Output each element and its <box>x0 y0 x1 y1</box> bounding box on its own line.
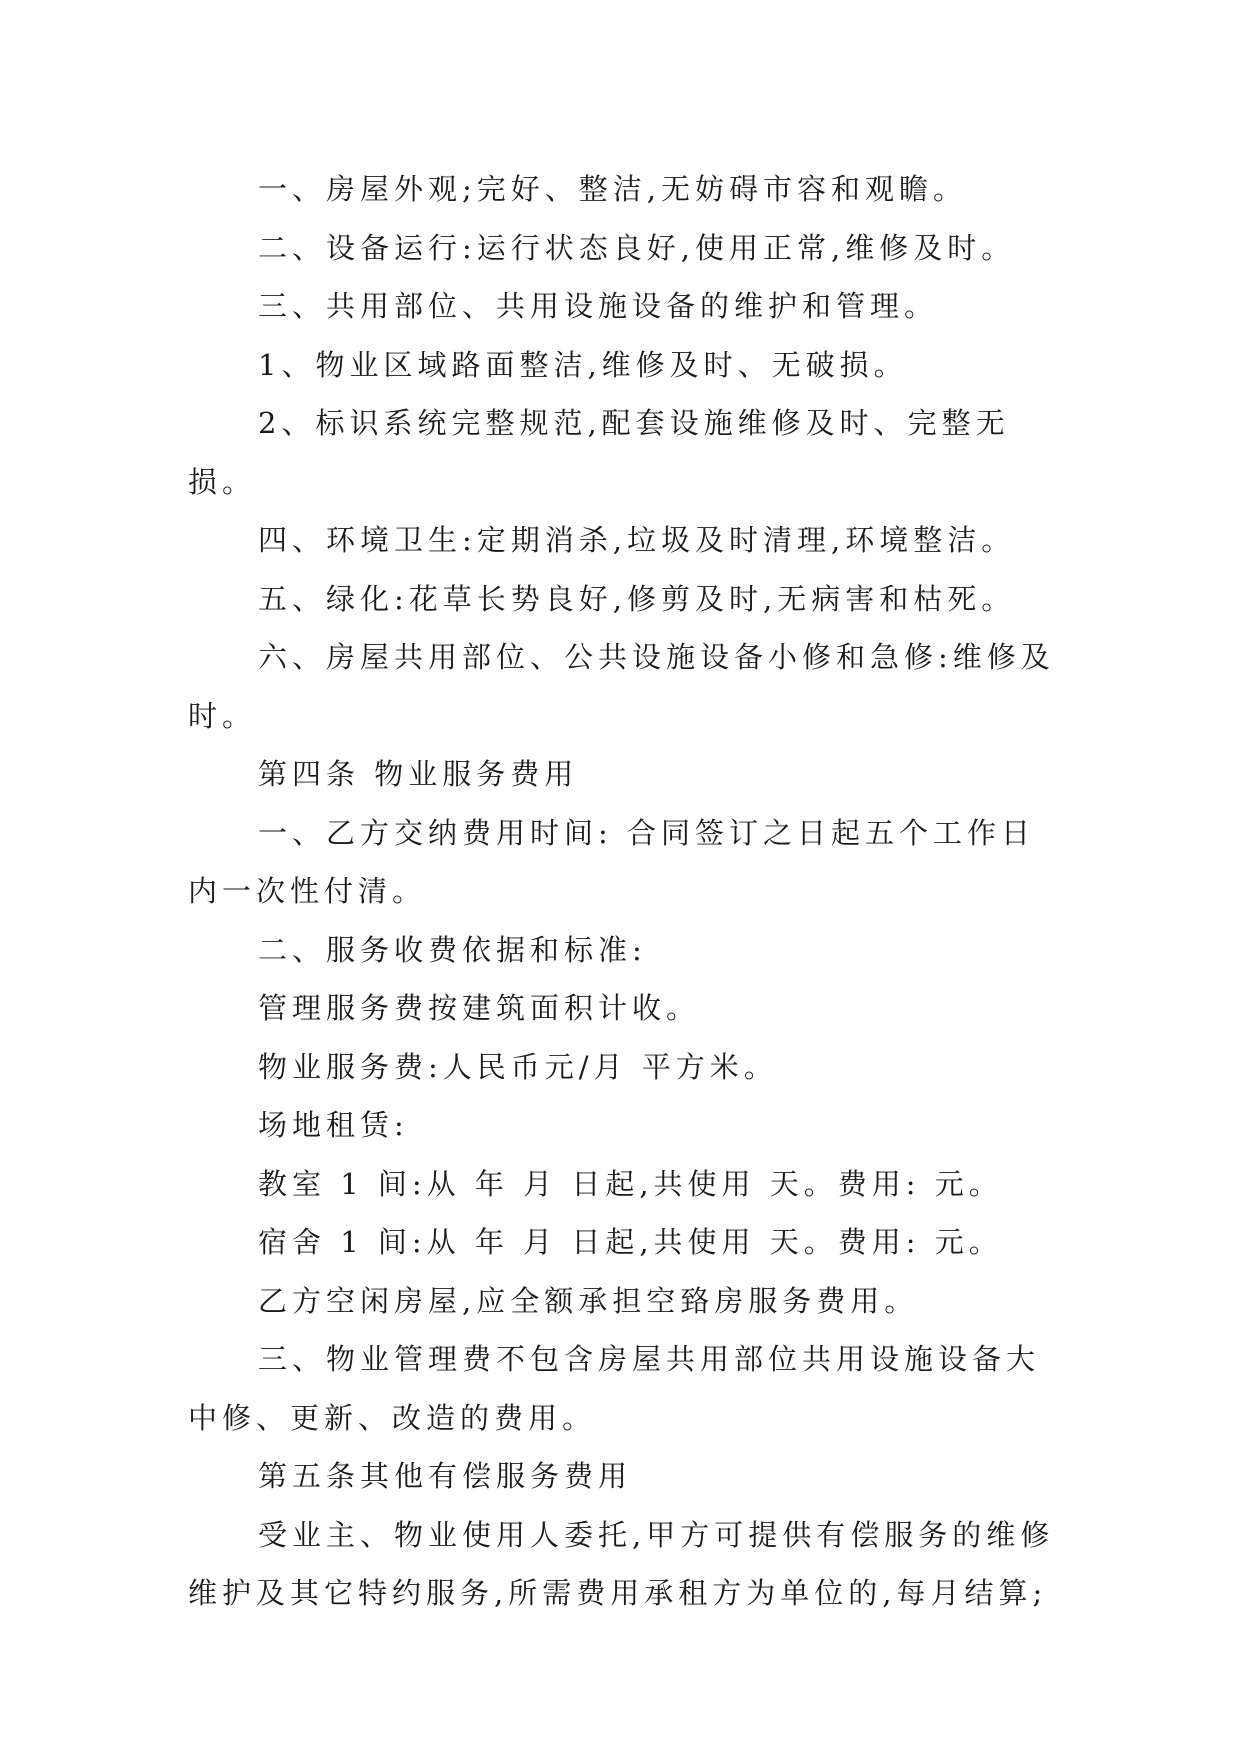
paragraph-exterior: 一、房屋外观;完好、整洁,无妨碍市容和观瞻。 <box>258 172 967 206</box>
paragraph-excluded-costs: 三、物业管理费不包含房屋共用部位共用设施设备大中修、更新、改造的费用。 <box>188 1342 1041 1435</box>
paragraph-management-fee: 管理服务费按建筑面积计收。 <box>258 991 701 1025</box>
section-heading-article-4: 第四条 物业服务费用 <box>258 757 579 791</box>
paragraph-signage: 2、标识系统完整规范,配套设施维修及时、完整无损。 <box>188 406 1010 499</box>
paragraph-classroom: 教室 1 间:从 年 月 日起,共使用 天。费用: 元。 <box>258 1166 1003 1201</box>
paragraph-roads: 1、物业区域路面整洁,维修及时、无破损。 <box>258 347 908 382</box>
paragraph-payment-time: 一、乙方交纳费用时间: 合同签订之日起五个工作日内一次性付清。 <box>188 815 1035 908</box>
paragraph-equipment: 二、设备运行:运行状态良好,使用正常,维修及时。 <box>258 230 1016 265</box>
paragraph-fee-basis: 二、服务收费依据和标准: <box>258 932 647 967</box>
paragraph-sanitation: 四、环境卫生:定期消杀,垃圾及时清理,环境整洁。 <box>258 523 1016 557</box>
paragraph-dormitory: 宿舍 1 间:从 年 月 日起,共使用 天。费用: 元。 <box>258 1225 1003 1259</box>
paragraph-repairs: 六、房屋共用部位、公共设施设备小修和急修:维修及时。 <box>188 640 1055 733</box>
paragraph-venue-rental: 场地租赁: <box>258 1108 409 1142</box>
section-heading-article-5: 第五条其他有偿服务费用 <box>258 1459 633 1493</box>
paragraph-greening: 五、绿化:花草长势良好,修剪及时,无病害和枯死。 <box>258 581 1016 616</box>
document-body <box>188 160 1068 1623</box>
paragraph-common-areas: 三、共用部位、共用设施设备的维护和管理。 <box>258 289 939 323</box>
paragraph-paid-services: 受业主、物业使用人委托,甲方可提供有偿服务的维修维护及其它特约服务,所需费用承租方为单位的,每月结算; <box>188 1517 1055 1610</box>
paragraph-vacant-housing: 乙方空闲房屋,应全额承担空臵房服务费用。 <box>258 1283 919 1318</box>
paragraph-service-fee: 物业服务费:人民币元/月 平方米。 <box>258 1049 778 1084</box>
